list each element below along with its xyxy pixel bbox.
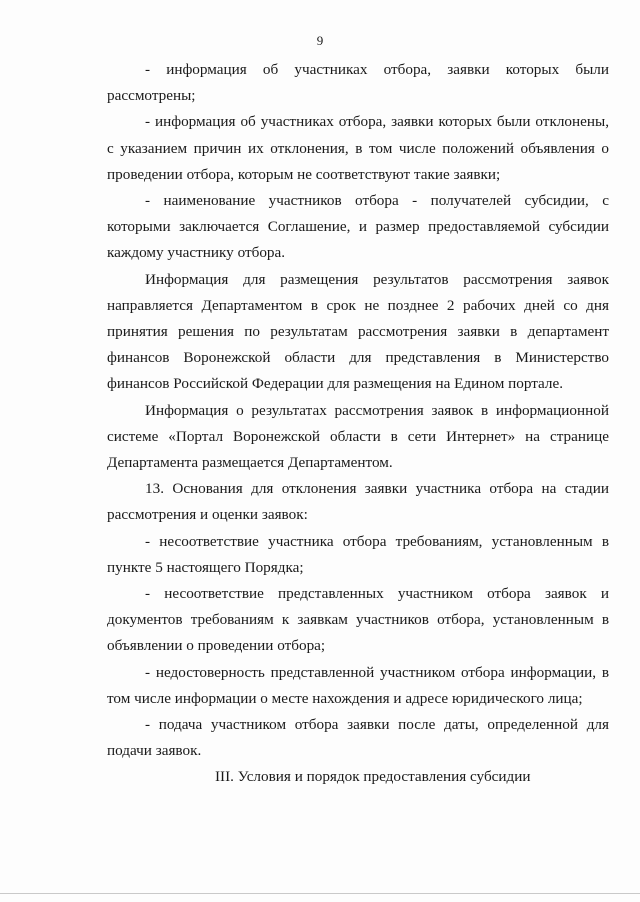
section-heading: III. Условия и порядок предоставления субсидии [215,768,531,786]
document-body [107,57,609,791]
page-number: 9 [316,33,324,48]
list-item-subsidy-recipients: - наименование участников отбора - получателей субсидии, с которыми заключается Соглашение, и размер предоставляемой субсидии каждому участнику отбора. [107,192,609,262]
paragraph-results-publication: Информация для размещения результатов рассмотрения заявок направляется Департаментом в срок не позднее 2 рабочих дней со дня принятия решения по результатам рассмотрения заявки в департамент финансов Воронежской области для представления в Министерство финансов Российской Федерации для размещения на Едином портале. [107,270,609,393]
paragraph-results-portal: Информация о результатах рассмотрения заявок в информационной системе «Портал Воронежской области в сети Интернет» на странице Департамента размещается Департаментом. [107,401,609,472]
list-item-reviewed-participants: - информация об участниках отбора, заявки которых были рассмотрены; [107,61,609,105]
list-item-rejected-participants: - информация об участниках отбора, заявки которых были отклонены, с указанием причин их отклонения, в том числе положений объявления о проведении отбора, которым не соответствуют такие заявки; [107,113,609,183]
paragraph-clause-13: 13. Основания для отклонения заявки участника отбора на стадии рассмотрения и оценки заявок: [107,480,609,524]
page-bottom-edge [0,893,640,894]
list-item-requirements-mismatch: - несоответствие участника отбора требованиям, установленным в пункте 5 настоящего Порядка; [107,532,609,576]
list-item-late-submission: - подача участником отбора заявки после даты, определенной для подачи заявок. [107,716,609,760]
list-item-unreliable-information: - недостоверность представленной участником отбора информации, в том числе информации о месте нахождения и адресе юридического лица; [107,663,609,707]
list-item-documents-mismatch: - несоответствие представленных участником отбора заявок и документов требованиям к заявкам участников отбора, установленным в объявлении о проведении отбора; [107,585,609,655]
